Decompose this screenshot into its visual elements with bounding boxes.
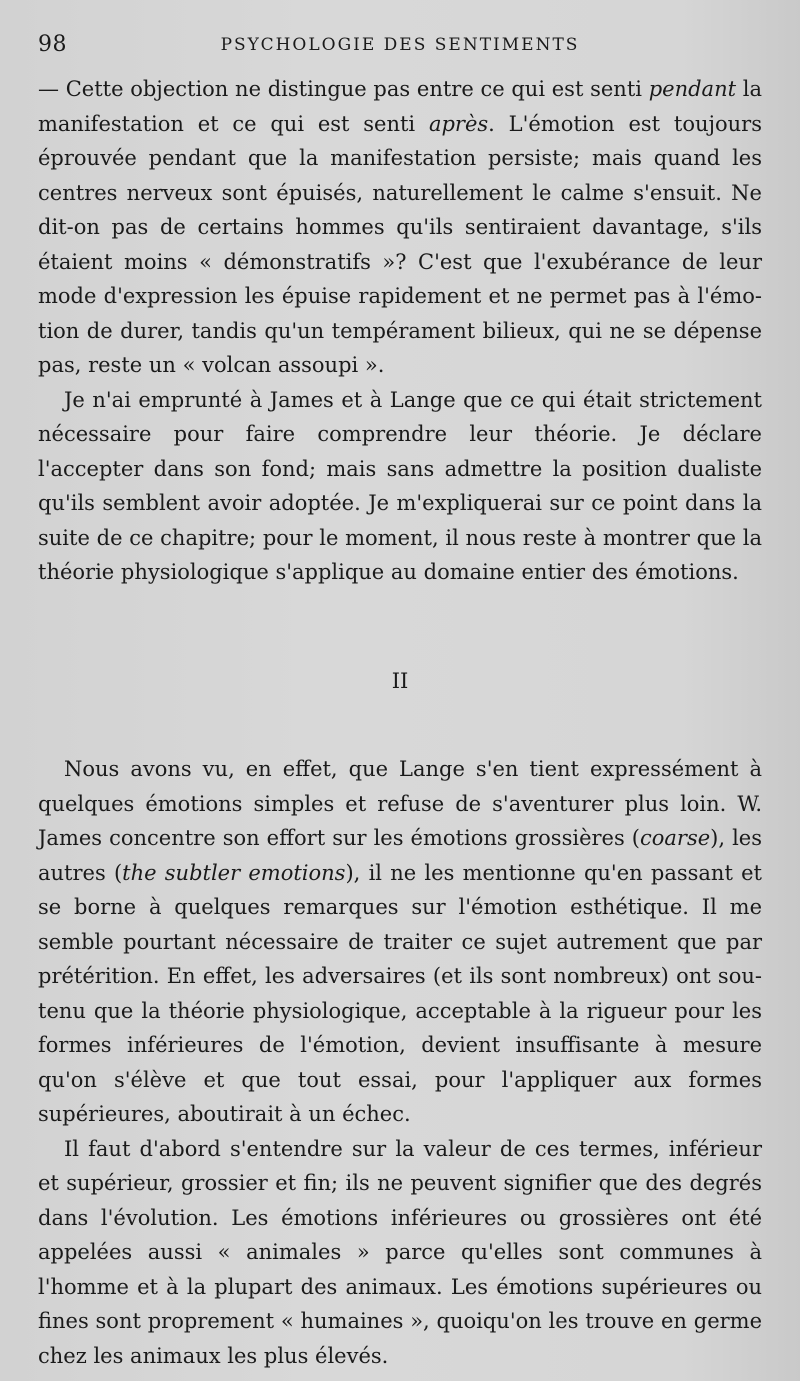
italic-text: coarse — [639, 826, 711, 850]
running-title: PSYCHOLOGIE DES SENTIMENTS — [220, 35, 580, 55]
paragraph-simple-emotions — [38, 752, 762, 1132]
text-run: la manifestation et ce qui est senti — [38, 77, 762, 136]
text-run: ), il ne les mentionne qu'en passant et se borne à quelques remarques sur l'émotion esthétique. Il me semble pourtant nécessaire de traiter ce sujet autrement que par prétérition. En effet, les adversaires (et ils sont nombreux) ont soutenu que la théorie physiologique, acceptable à la rigueur pour les formes inférieures de l'émotion, devient insuffisante à mesure qu'on s'élève et que tout essai, pour l'appliquer aux formes supérieures, aboutirait à un échec. — [38, 860, 762, 1126]
page-header — [38, 32, 762, 60]
italic-text: the subtler emotions — [122, 860, 346, 885]
text-run: Nous avons vu, en effet, que Lange s'en tient expressément à quelques émotions simples et refuse de s'aventurer plus loin. W. James concentre son effort sur les émotions grossières ( — [38, 757, 762, 850]
italic-text: après — [428, 111, 489, 136]
paragraph-inferior-superior — [38, 1132, 762, 1374]
paragraph-objection — [38, 72, 762, 383]
italic-text: pendant — [648, 77, 737, 101]
section-number: II — [391, 668, 409, 693]
page-number: 98 — [38, 32, 67, 57]
paragraph-james-lange — [38, 383, 762, 590]
text-run: — Cette objection ne distingue pas entre ce qui est senti — [38, 77, 649, 101]
text-run: Il faut d'abord s'entendre sur la valeur de ces termes, inférieur et supérieur, grossier et fin; ils ne peuvent signifier que des degrés dans l'évolution. Les émotions inférieures ou grossières ont été appelées aussi « animales » parce qu'elles sont communes à l'homme et à la plupart des animaux. Les émotions supérieures ou fines sont proprement « humaines », quoiqu'on les trouve en germe chez les animaux les plus élevés. — [38, 1136, 762, 1368]
text-run: Je n'ai emprunté à James et à Lange que ce qui était strictement nécessaire pour faire comprendre leur théorie. Je déclare l'accepter dans son fond; mais sans admettre la position dualiste qu'ils semblent avoir adoptée. Je m'expliquerai sur ce point dans la suite de ce chapitre; pour le moment, il nous reste à montrer que la théorie physiologique s'applique au domaine entier des émotions. — [38, 387, 762, 584]
text-run: ), les autres ( — [38, 826, 762, 885]
page-body — [38, 72, 762, 1373]
text-run: . L'émotion est toujours éprouvée pendant que la manifestation persiste; mais quand les centres nerveux sont épuisés, naturellement le calme s'ensuit. Ne dit-on pas de certains hommes qu'ils sentiraient davantage, s'ils étaient moins « démonstratifs »? C'est que l'exubérance de leur mode d'expression les épuise rapidement et ne permet pas à l'émotion de durer, tandis qu'un tempérament bilieux, qui ne se dépense pas, reste un « volcan assoupi ». — [38, 111, 762, 377]
